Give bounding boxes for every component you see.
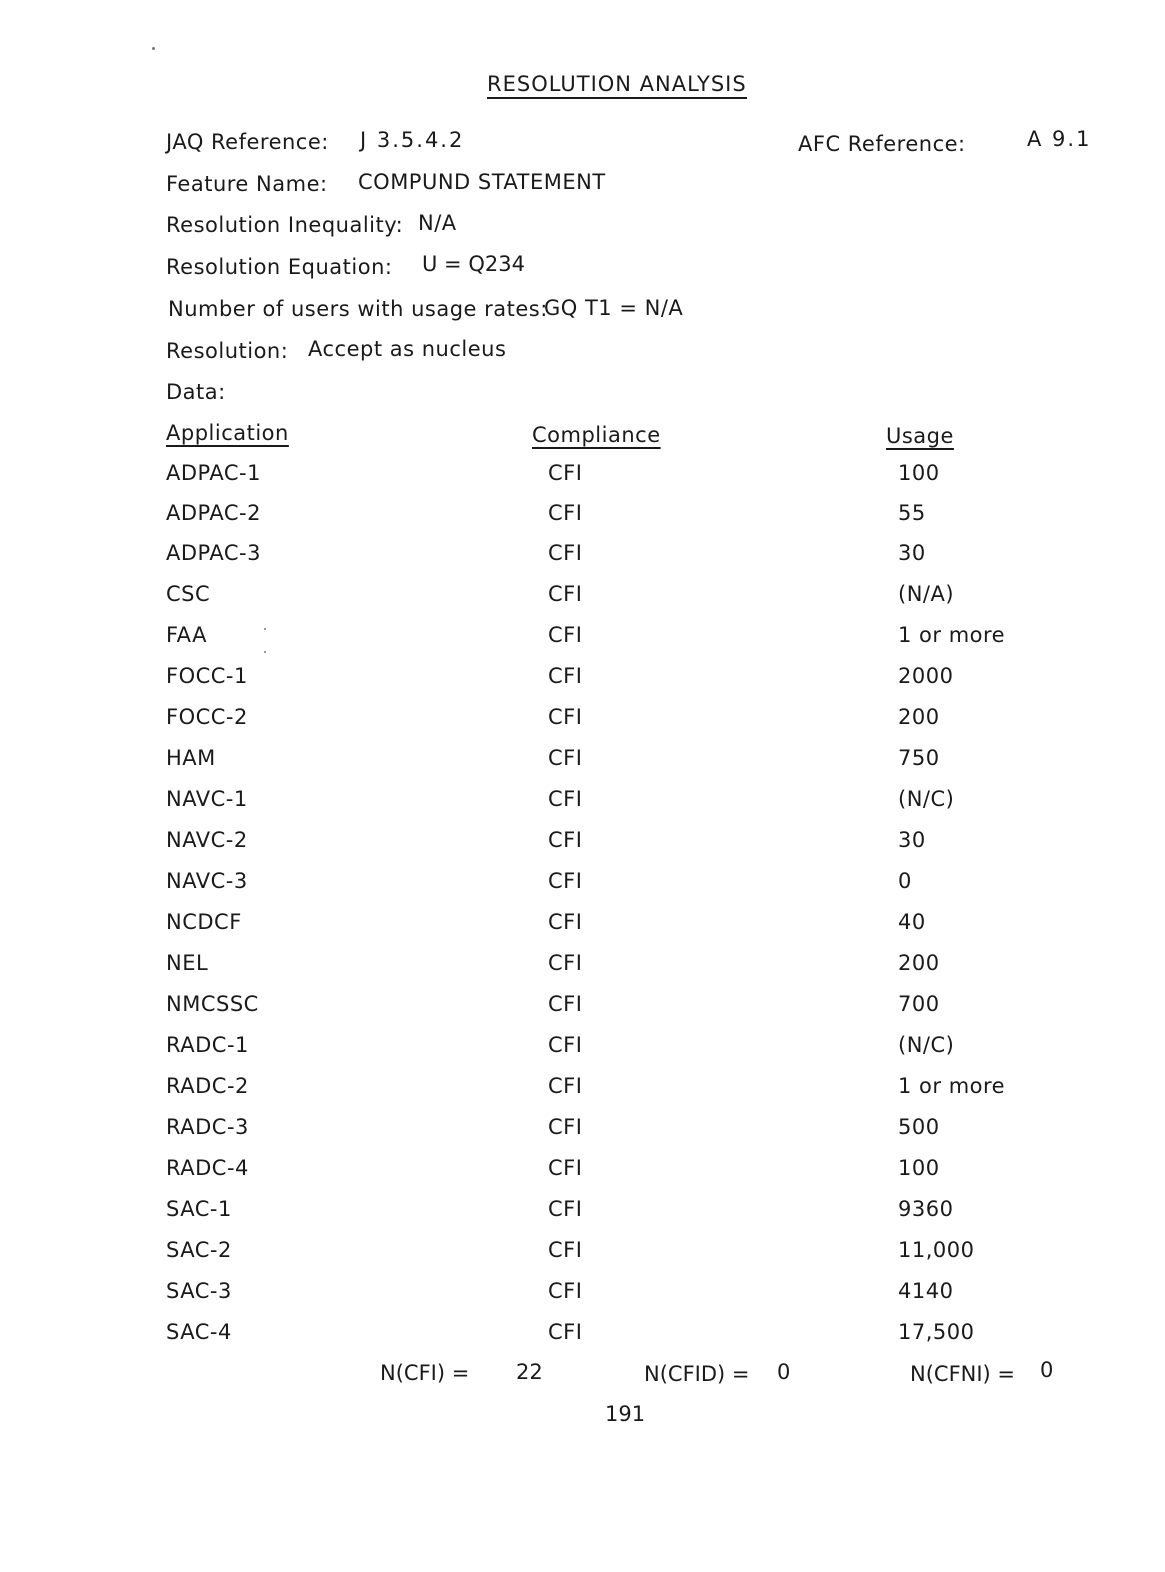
table-row (0, 501, 1165, 531)
usage-cell: 30 (898, 541, 926, 565)
resolution-equation-label: Resolution Equation: (166, 255, 393, 279)
table-row (0, 1156, 1165, 1186)
jaq-reference-value: J 3.5.4.2 (360, 128, 465, 152)
usage-cell: 9360 (898, 1197, 954, 1221)
resolution-equation-value: U = Q234 (422, 252, 525, 276)
table-row (0, 582, 1165, 612)
application-cell: RADC-2 (166, 1074, 249, 1098)
table-row (0, 1238, 1165, 1268)
usage-cell: 500 (898, 1115, 940, 1139)
scan-speck (152, 47, 155, 50)
table-row (0, 1279, 1165, 1309)
resolution-inequality-value: N/A (418, 211, 457, 235)
header-compliance: Compliance (532, 423, 661, 447)
usage-cell: 55 (898, 501, 926, 525)
application-cell: FOCC-2 (166, 705, 248, 729)
application-cell: NCDCF (166, 910, 242, 934)
table-row (0, 1074, 1165, 1104)
compliance-cell: CFI (548, 1156, 583, 1180)
resolution-value: Accept as nucleus (308, 337, 507, 361)
application-cell: NMCSSC (166, 992, 259, 1016)
compliance-cell: CFI (548, 746, 583, 770)
page-number: 191 (605, 1402, 646, 1426)
table-row (0, 910, 1165, 940)
compliance-cell: CFI (548, 1320, 583, 1344)
compliance-cell: CFI (548, 1197, 583, 1221)
table-row (0, 746, 1165, 776)
compliance-cell: CFI (548, 910, 583, 934)
usage-cell: 4140 (898, 1279, 954, 1303)
usage-cell: 100 (898, 461, 940, 485)
n-cfid-value: 0 (777, 1360, 791, 1384)
n-cfni-value: 0 (1040, 1358, 1054, 1382)
usage-cell: 200 (898, 951, 940, 975)
application-cell: NAVC-2 (166, 828, 248, 852)
header-application: Application (166, 421, 289, 445)
usage-cell: 1 or more (898, 623, 1006, 647)
table-row (0, 828, 1165, 858)
jaq-reference-label: JAQ Reference: (166, 130, 329, 154)
page-title: RESOLUTION ANALYSIS (487, 72, 747, 99)
table-row (0, 951, 1165, 981)
table-row (0, 461, 1165, 491)
application-cell: HAM (166, 746, 216, 770)
feature-name-value: COMPUND STATEMENT (358, 170, 606, 194)
users-usage-value: GQ T1 = N/A (544, 296, 684, 320)
usage-cell: 1 or more (898, 1074, 1006, 1098)
compliance-cell: CFI (548, 501, 583, 525)
resolution-label: Resolution: (166, 339, 289, 363)
data-label: Data: (166, 380, 226, 404)
table-row (0, 664, 1165, 694)
compliance-cell: CFI (548, 623, 583, 647)
usage-cell: (N/C) (898, 787, 955, 811)
compliance-cell: CFI (548, 1279, 583, 1303)
compliance-cell: CFI (548, 787, 583, 811)
compliance-cell: CFI (548, 828, 583, 852)
table-row (0, 1197, 1165, 1227)
table-row (0, 992, 1165, 1022)
n-cfid-label: N(CFID) = (644, 1362, 750, 1386)
application-cell: SAC-2 (166, 1238, 232, 1262)
compliance-cell: CFI (548, 582, 583, 606)
application-cell: NAVC-3 (166, 869, 248, 893)
compliance-cell: CFI (548, 1033, 583, 1057)
usage-cell: (N/A) (898, 582, 955, 606)
application-cell: ADPAC-3 (166, 541, 261, 565)
usage-cell: 0 (898, 869, 912, 893)
application-cell: RADC-4 (166, 1156, 249, 1180)
table-row (0, 541, 1165, 571)
users-usage-label: Number of users with usage rates: (168, 297, 548, 321)
usage-cell: 40 (898, 910, 926, 934)
usage-cell: 2000 (898, 664, 954, 688)
usage-cell: 100 (898, 1156, 940, 1180)
compliance-cell: CFI (548, 461, 583, 485)
table-row (0, 1115, 1165, 1145)
table-row (0, 787, 1165, 817)
usage-cell: 750 (898, 746, 940, 770)
afc-reference-value: A 9.1 (1027, 127, 1092, 151)
application-cell: CSC (166, 582, 211, 606)
feature-name-label: Feature Name: (166, 172, 328, 196)
usage-cell: 11,000 (898, 1238, 975, 1262)
usage-cell: 17,500 (898, 1320, 975, 1344)
n-cfi-label: N(CFI) = (380, 1361, 470, 1385)
table-row (0, 1033, 1165, 1063)
afc-reference-label: AFC Reference: (798, 132, 966, 156)
compliance-cell: CFI (548, 951, 583, 975)
compliance-cell: CFI (548, 1238, 583, 1262)
compliance-cell: CFI (548, 1074, 583, 1098)
resolution-inequality-label: Resolution Inequality: (166, 213, 404, 237)
application-cell: NEL (166, 951, 209, 975)
application-cell: FAA (166, 623, 207, 647)
compliance-cell: CFI (548, 869, 583, 893)
n-cfni-label: N(CFNI) = (910, 1362, 1016, 1386)
usage-cell: 30 (898, 828, 926, 852)
n-cfi-value: 22 (516, 1360, 543, 1384)
usage-cell: 700 (898, 992, 940, 1016)
application-cell: SAC-1 (166, 1197, 232, 1221)
compliance-cell: CFI (548, 664, 583, 688)
compliance-cell: CFI (548, 992, 583, 1016)
application-cell: FOCC-1 (166, 664, 248, 688)
compliance-cell: CFI (548, 541, 583, 565)
usage-cell: (N/C) (898, 1033, 955, 1057)
application-cell: ADPAC-1 (166, 461, 261, 485)
compliance-cell: CFI (548, 705, 583, 729)
application-cell: SAC-4 (166, 1320, 232, 1344)
application-cell: ADPAC-2 (166, 501, 261, 525)
table-row (0, 623, 1165, 653)
application-cell: RADC-1 (166, 1033, 249, 1057)
table-row (0, 1320, 1165, 1350)
table-row (0, 705, 1165, 735)
application-cell: SAC-3 (166, 1279, 232, 1303)
application-cell: RADC-3 (166, 1115, 249, 1139)
header-usage: Usage (886, 424, 954, 448)
usage-cell: 200 (898, 705, 940, 729)
application-cell: NAVC-1 (166, 787, 248, 811)
compliance-cell: CFI (548, 1115, 583, 1139)
table-row (0, 869, 1165, 899)
